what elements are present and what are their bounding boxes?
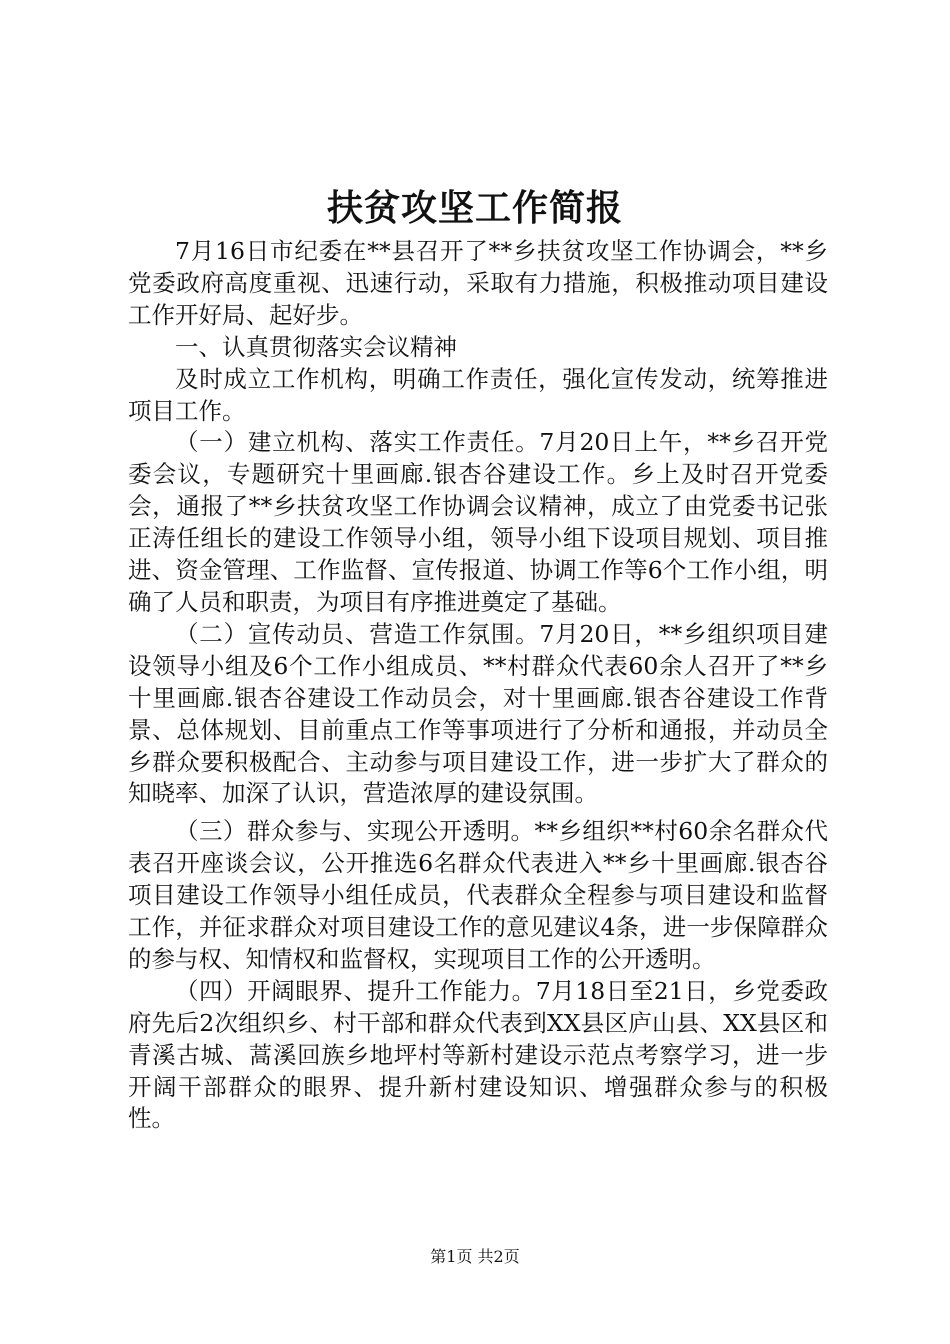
section-heading: 一、认真贯彻落实会议精神 <box>175 332 457 361</box>
page-footer: 第1页 共2页 <box>430 1247 520 1266</box>
item-paragraph-3: （三）群众参与、实现公开透明。**乡组织**村60余名群众代表召开座谈会议，公开推选6名群众代表进入**乡十里画廊.银杏谷项目建设工作领导小组任成员，代表群众全程参与项目建设和监督工作，并征求群众对项目建设工作的意见建议4条，进一步保障群众的参与权、知情权和监督权，实现项目工作的公开透明。 <box>128 817 828 973</box>
document-body <box>128 236 828 1135</box>
item-paragraph-2: （二）宣传动员、营造工作氛围。7月20日，**乡组织项目建设领导小组及6个工作小组成员、**村群众代表60余人召开了**乡十里画廊.银杏谷建设工作动员会，对十里画廊.银杏谷建设工作背景、总体规划、目前重点工作等事项进行了分析和通报，并动员全乡群众要积极配合、主动参与项目建设工作，进一步扩大了群众的知晓率、加深了认识，营造浓厚的建设氛围。 <box>128 619 828 808</box>
item-paragraph-1: （一）建立机构、落实工作责任。7月20日上午，**乡召开党委会议，专题研究十里画廊.银杏谷建设工作。乡上及时召开党委会，通报了**乡扶贫攻坚工作协调会议精神，成立了由党委书记张正涛任组长的建设工作领导小组，领导小组下设项目规划、项目推进、资金管理、工作监督、宣传报道、协调工作等6个工作小组，明确了人员和职责，为项目有序推进奠定了基础。 <box>128 428 828 616</box>
item-paragraph-4: （四）开阔眼界、提升工作能力。7月18日至21日，乡党委政府先后2次组织乡、村干部和群众代表到XX县区庐山县、XX县区和青溪古城、蒿溪回族乡地坪村等新村建设示范点考察学习，进一步开阔干部群众的眼界、提升新村建设知识、增强群众参与的积极性。 <box>128 976 828 1133</box>
document-title: 扶贫攻坚工作简报 <box>326 187 623 229</box>
intro-paragraph: 7月16日市纪委在**县召开了**乡扶贫攻坚工作协调会，**乡党委政府高度重视、迅速行动，采取有力措施，积极推动项目建设工作开好局、起好步。 <box>128 237 828 329</box>
summary-paragraph: 及时成立工作机构，明确工作责任，强化宣传发动，统筹推进项目工作。 <box>128 364 828 425</box>
